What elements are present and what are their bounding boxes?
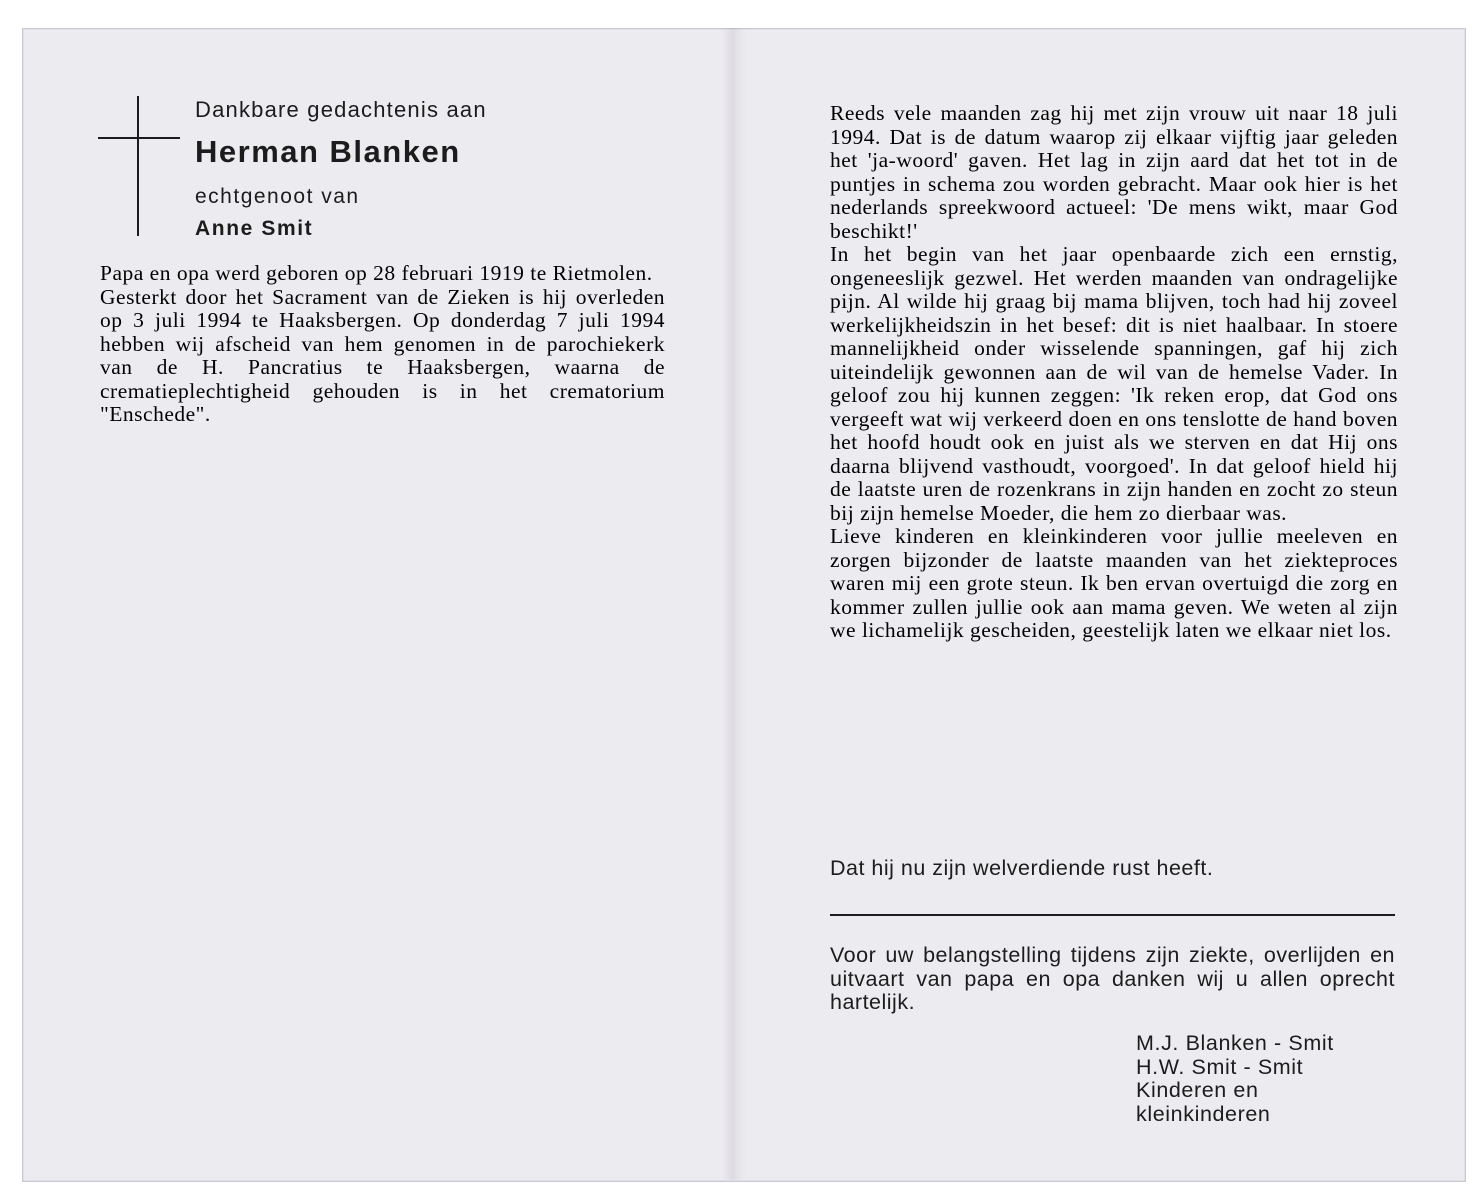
left-body bbox=[100, 262, 665, 427]
anniversary-paragraph: Reeds vele maanden zag hij met zijn vrouw uit naar 18 juli 1994. Dat is de datum waarop zij elkaar vijftig jaar geleden het 'ja-woord' gaven. Het lag in zijn aard dat het tot in de puntjes in schema zou worden gebracht. Maar ook hier is het nederlands spreekwoord actueel: 'De mens wikt, maar God beschikt!' bbox=[830, 101, 1398, 243]
family-paragraph: Lieve kinderen en kleinkinderen voor jullie meeleven en zorgen bijzonder de laatste maanden van het ziekteproces waren mij een grote steun. Ik ben ervan overtuigd die zorg en kommer zullen jullie ook aan mama geven. We weten al zijn we lichamelijk gescheiden, geestelijk laten we elkaar niet los. bbox=[830, 524, 1398, 642]
thanks-paragraph: Voor uw belangstelling tijdens zijn ziekte, overlijden en uitvaart van papa en opa danken wij u allen oprecht hartelijk. bbox=[830, 943, 1395, 1014]
right-body bbox=[830, 102, 1398, 643]
illness-paragraph: In het begin van het jaar openbaarde zich een ernstig, ongeneeslijk gezwel. Het werden maanden van ondragelijke pijn. Al wilde hij graag bij mama blijven, toch had hij zoveel werkelijkheidszin in het besef: dit is niet haalbaar. In stoere mannelijkheid onder wisselende spanningen, gaf hij zich uiteindelijk gewonnen aan de wil van de hemelse Vader. In geloof zou hij kunnen zeggen: 'Ik reken erop, dat God ons vergeeft wat wij verkeerd doen en ons tenslotte de hand boven het hoofd houdt ook en juist als we sterven en dat Hij ons daarna blijvend vasthoudt, voorgoed'. In dat geloof hield hij de laatste uren de rozenkrans in zijn handen en zocht zo steun bij zijn hemelse Moeder, die hem zo dierbaar was. bbox=[830, 242, 1398, 525]
signer-1: M.J. Blanken - Smit bbox=[1136, 1031, 1334, 1055]
closing-line: Dat hij nu zijn welverdiende rust heeft. bbox=[830, 856, 1214, 880]
card-header bbox=[195, 92, 675, 244]
cross-icon-vertical bbox=[137, 96, 139, 236]
relation-line: echtgenoot van bbox=[195, 185, 360, 208]
cross-icon-horizontal bbox=[98, 137, 180, 139]
divider bbox=[830, 914, 1395, 916]
card-fold bbox=[722, 28, 746, 1180]
signer-2: H.W. Smit - Smit bbox=[1136, 1054, 1304, 1079]
birth-paragraph: Papa en opa werd geboren op 28 februari 1919 te Rietmolen. bbox=[100, 261, 653, 285]
deceased-name: Herman Blanken bbox=[195, 134, 461, 169]
signers-block bbox=[1136, 1032, 1398, 1126]
dedication-line: Dankbare gedachtenis aan bbox=[195, 97, 487, 122]
signer-4: kleinkinderen bbox=[1136, 1101, 1271, 1126]
death-paragraph: Gesterkt door het Sacrament van de Zieken is hij overleden op 3 juli 1994 te Haaksbergen. Op donderdag 7 juli 1994 hebben wij afscheid van hem genomen in de parochiekerk van de H. Pancratius te Haaksbergen, waarna de crematieplechtigheid gehouden is in het crematorium "Enschede". bbox=[100, 284, 665, 426]
spouse-name: Anne Smit bbox=[195, 217, 314, 240]
signer-3: Kinderen en bbox=[1136, 1078, 1259, 1102]
